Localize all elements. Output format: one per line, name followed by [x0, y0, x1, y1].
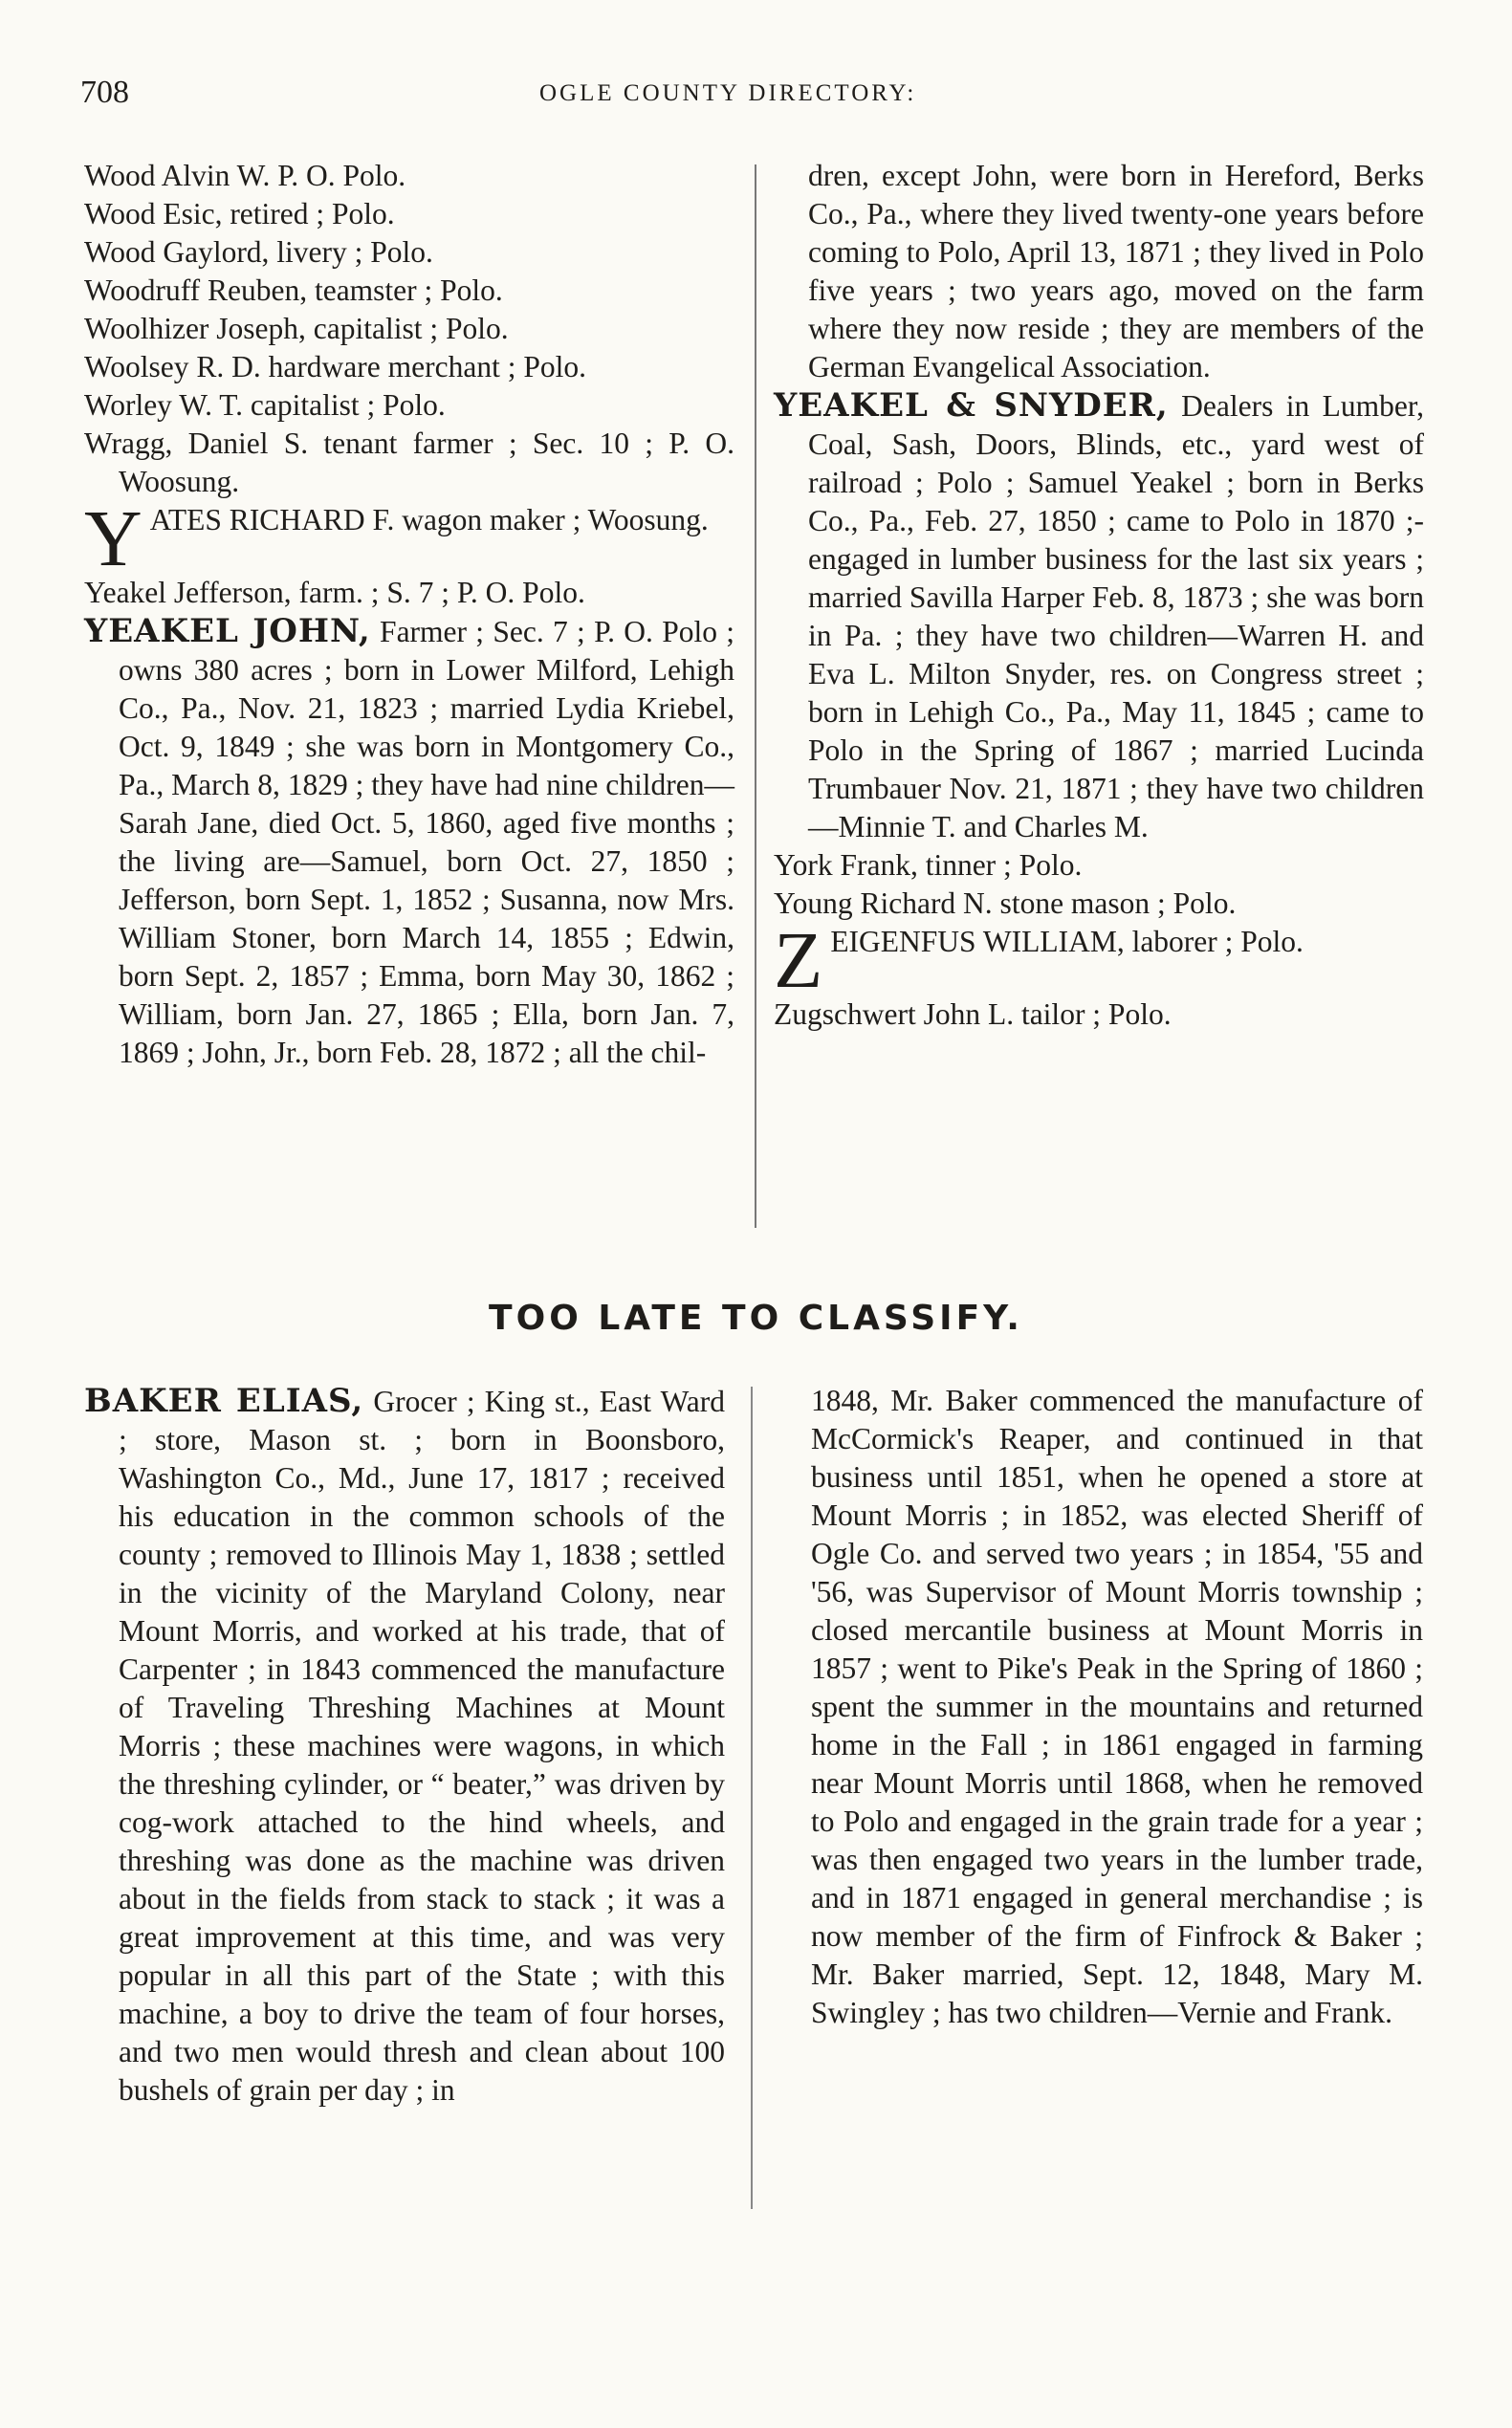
drop-cap-y: Y	[84, 494, 142, 583]
directory-entry: Woodruff Reuben, teamster ; Polo.	[84, 273, 503, 307]
directory-entry-yeakel-john	[84, 612, 734, 1072]
directory-entry: Zugschwert John L. tailor ; Polo.	[774, 997, 1172, 1031]
entry-text: ATES RICHARD F. wagon maker ; Woosung.	[149, 503, 709, 536]
left-column-bottom	[84, 1382, 725, 2110]
directory-entry: Wood Alvin W. P. O. Polo.	[84, 159, 406, 192]
directory-entry: Wood Esic, retired ; Polo.	[84, 197, 395, 230]
entry-text: Grocer ; King st., East Ward ; store, Mason st. ; born in Boonsboro, Washington Co., Md., June 17, 1817 ; received his education in the common schools of the county ; removed to Illinois May 1, 1838 ; settled in the vicinity of the Maryland Colony, near Mount Morris, and worked at his trade, that of Carpenter ; in 1843 commenced the manufacture of Traveling Threshing Machines at Mount Morris ; these machines were wagons, in which the threshing cylinder, or “ beater,” was driven by cog-work attached to the hind wheels, and threshing was done as the machine was driven about in the fields from stack to stack ; it was a great improvement at this time, and was very popular in all this part of the State ; with this machine, a boy to drive the team of four horses, and two men would thresh and clean about 100 bushels of grain per day ; in	[119, 1385, 726, 2107]
entry-text: Dealers in Lumber, Coal, Sash, Doors, Blinds, etc., yard west of railroad ; Polo ; Samuel Yeakel ; born in Berks Co., Pa., Feb. 27, 1850 ; came to Polo in 1870 ;- engaged in lumber business for the last six years ; married Savilla Harper Feb. 8, 1873 ; she was born in Pa. ; they have two children—Warren H. and Eva L. Milton Snyder, res. on Congress street ; born in Lehigh Co., Pa., May 11, 1845 ; came to Polo in the Spring of 1867 ; married Lucinda Trumbauer Nov. 21, 1871 ; they have two children—Minnie T. and Charles M.	[808, 389, 1424, 843]
right-column-bottom	[811, 1382, 1423, 2032]
entry-continuation: dren, except John, were born in Hereford, Berks Co., Pa., where they lived twenty-one years before coming to Polo, April 13, 1871 ; they lived in Polo five years ; two years ago, moved on the farm where they now reside ; they are members of the German Evangelical Association.	[808, 159, 1424, 383]
directory-entry-yates	[84, 494, 734, 583]
directory-entry-zeigenfus	[774, 916, 1424, 1005]
entry-text: Farmer ; Sec. 7 ; P. O. Polo ; owns 380 acres ; born in Lower Milford, Lehigh Co., Pa., Nov. 21, 1823 ; married Lydia Kriebel, Oct. 9, 1849 ; she was born in Montgomery Co., Pa., March 8, 1829 ; they have had nine children—Sarah Jane, died Oct. 5, 1860, aged five months ; the living are—Samuel, born Oct. 27, 1850 ; Jefferson, born Sept. 1, 1852 ; Susanna, now Mrs. William Stoner, born March 14, 1855 ; Edwin, born Sept. 2, 1857 ; Emma, born May 30, 1862 ; William, born Jan. 27, 1865 ; Ella, born Jan. 7, 1869 ; John, Jr., born Feb. 28, 1872 ; all the chil-	[119, 615, 735, 1069]
drop-cap-z: Z	[774, 916, 823, 1005]
page-number: 708	[80, 75, 129, 110]
page-header	[80, 75, 1419, 113]
directory-entry: Young Richard N. stone mason ; Polo.	[774, 886, 1237, 920]
column-divider-top	[755, 164, 756, 1228]
entry-name-bold: YEAKEL & SNYDER,	[774, 386, 1169, 425]
left-column-top	[84, 157, 734, 1072]
column-divider-bottom	[751, 1387, 753, 2209]
running-title: OGLE COUNTY DIRECTORY:	[539, 80, 917, 106]
directory-entry: Woolhizer Joseph, capitalist ; Polo.	[84, 312, 509, 345]
directory-entry-yeakel-snyder	[774, 386, 1424, 846]
entry-continuation: 1848, Mr. Baker commenced the manufacture of McCormick's Reaper, and continued in that business until 1851, when he opened a store at Mount Morris ; in 1852, was elected Sheriff of Ogle Co. and served two years ; in 1854, '55 and '56, was Supervisor of Mount Morris township ; closed mercantile business at Mount Morris in 1857 ; went to Pike's Peak in the Spring of 1860 ; spent the summer in the mountains and returned home in the Fall ; in 1861 engaged in farming near Mount Morris until 1868, when he removed to Polo and engaged in the grain trade for a year ; was then engaged two years in the lumber trade, and in 1871 engaged in general merchandise ; is now member of the firm of Finfrock & Baker ; Mr. Baker married, Sept. 12, 1848, Mary M. Swingley ; has two children—Vernie and Frank.	[811, 1384, 1423, 2029]
entry-text: EIGENFUS WILLIAM, laborer ; Polo.	[830, 925, 1304, 958]
entry-name-bold: BAKER ELIAS,	[84, 1382, 364, 1420]
directory-entry-baker	[84, 1382, 725, 2110]
directory-entry: York Frank, tinner ; Polo.	[774, 848, 1083, 882]
directory-entry: Wood Gaylord, livery ; Polo.	[84, 235, 433, 269]
directory-entry: Worley W. T. capitalist ; Polo.	[84, 388, 446, 422]
directory-entry: Woolsey R. D. hardware merchant ; Polo.	[84, 350, 586, 383]
entry-name-bold: YEAKEL JOHN,	[84, 612, 371, 650]
section-title: TOO LATE TO CLASSIFY.	[489, 1299, 1023, 1338]
directory-entry: Wragg, Daniel S. tenant farmer ; Sec. 10 ; P. O. Woosung.	[84, 427, 734, 498]
right-column-top	[774, 157, 1424, 1034]
directory-entry: Yeakel Jefferson, farm. ; S. 7 ; P. O. Polo.	[84, 576, 585, 609]
